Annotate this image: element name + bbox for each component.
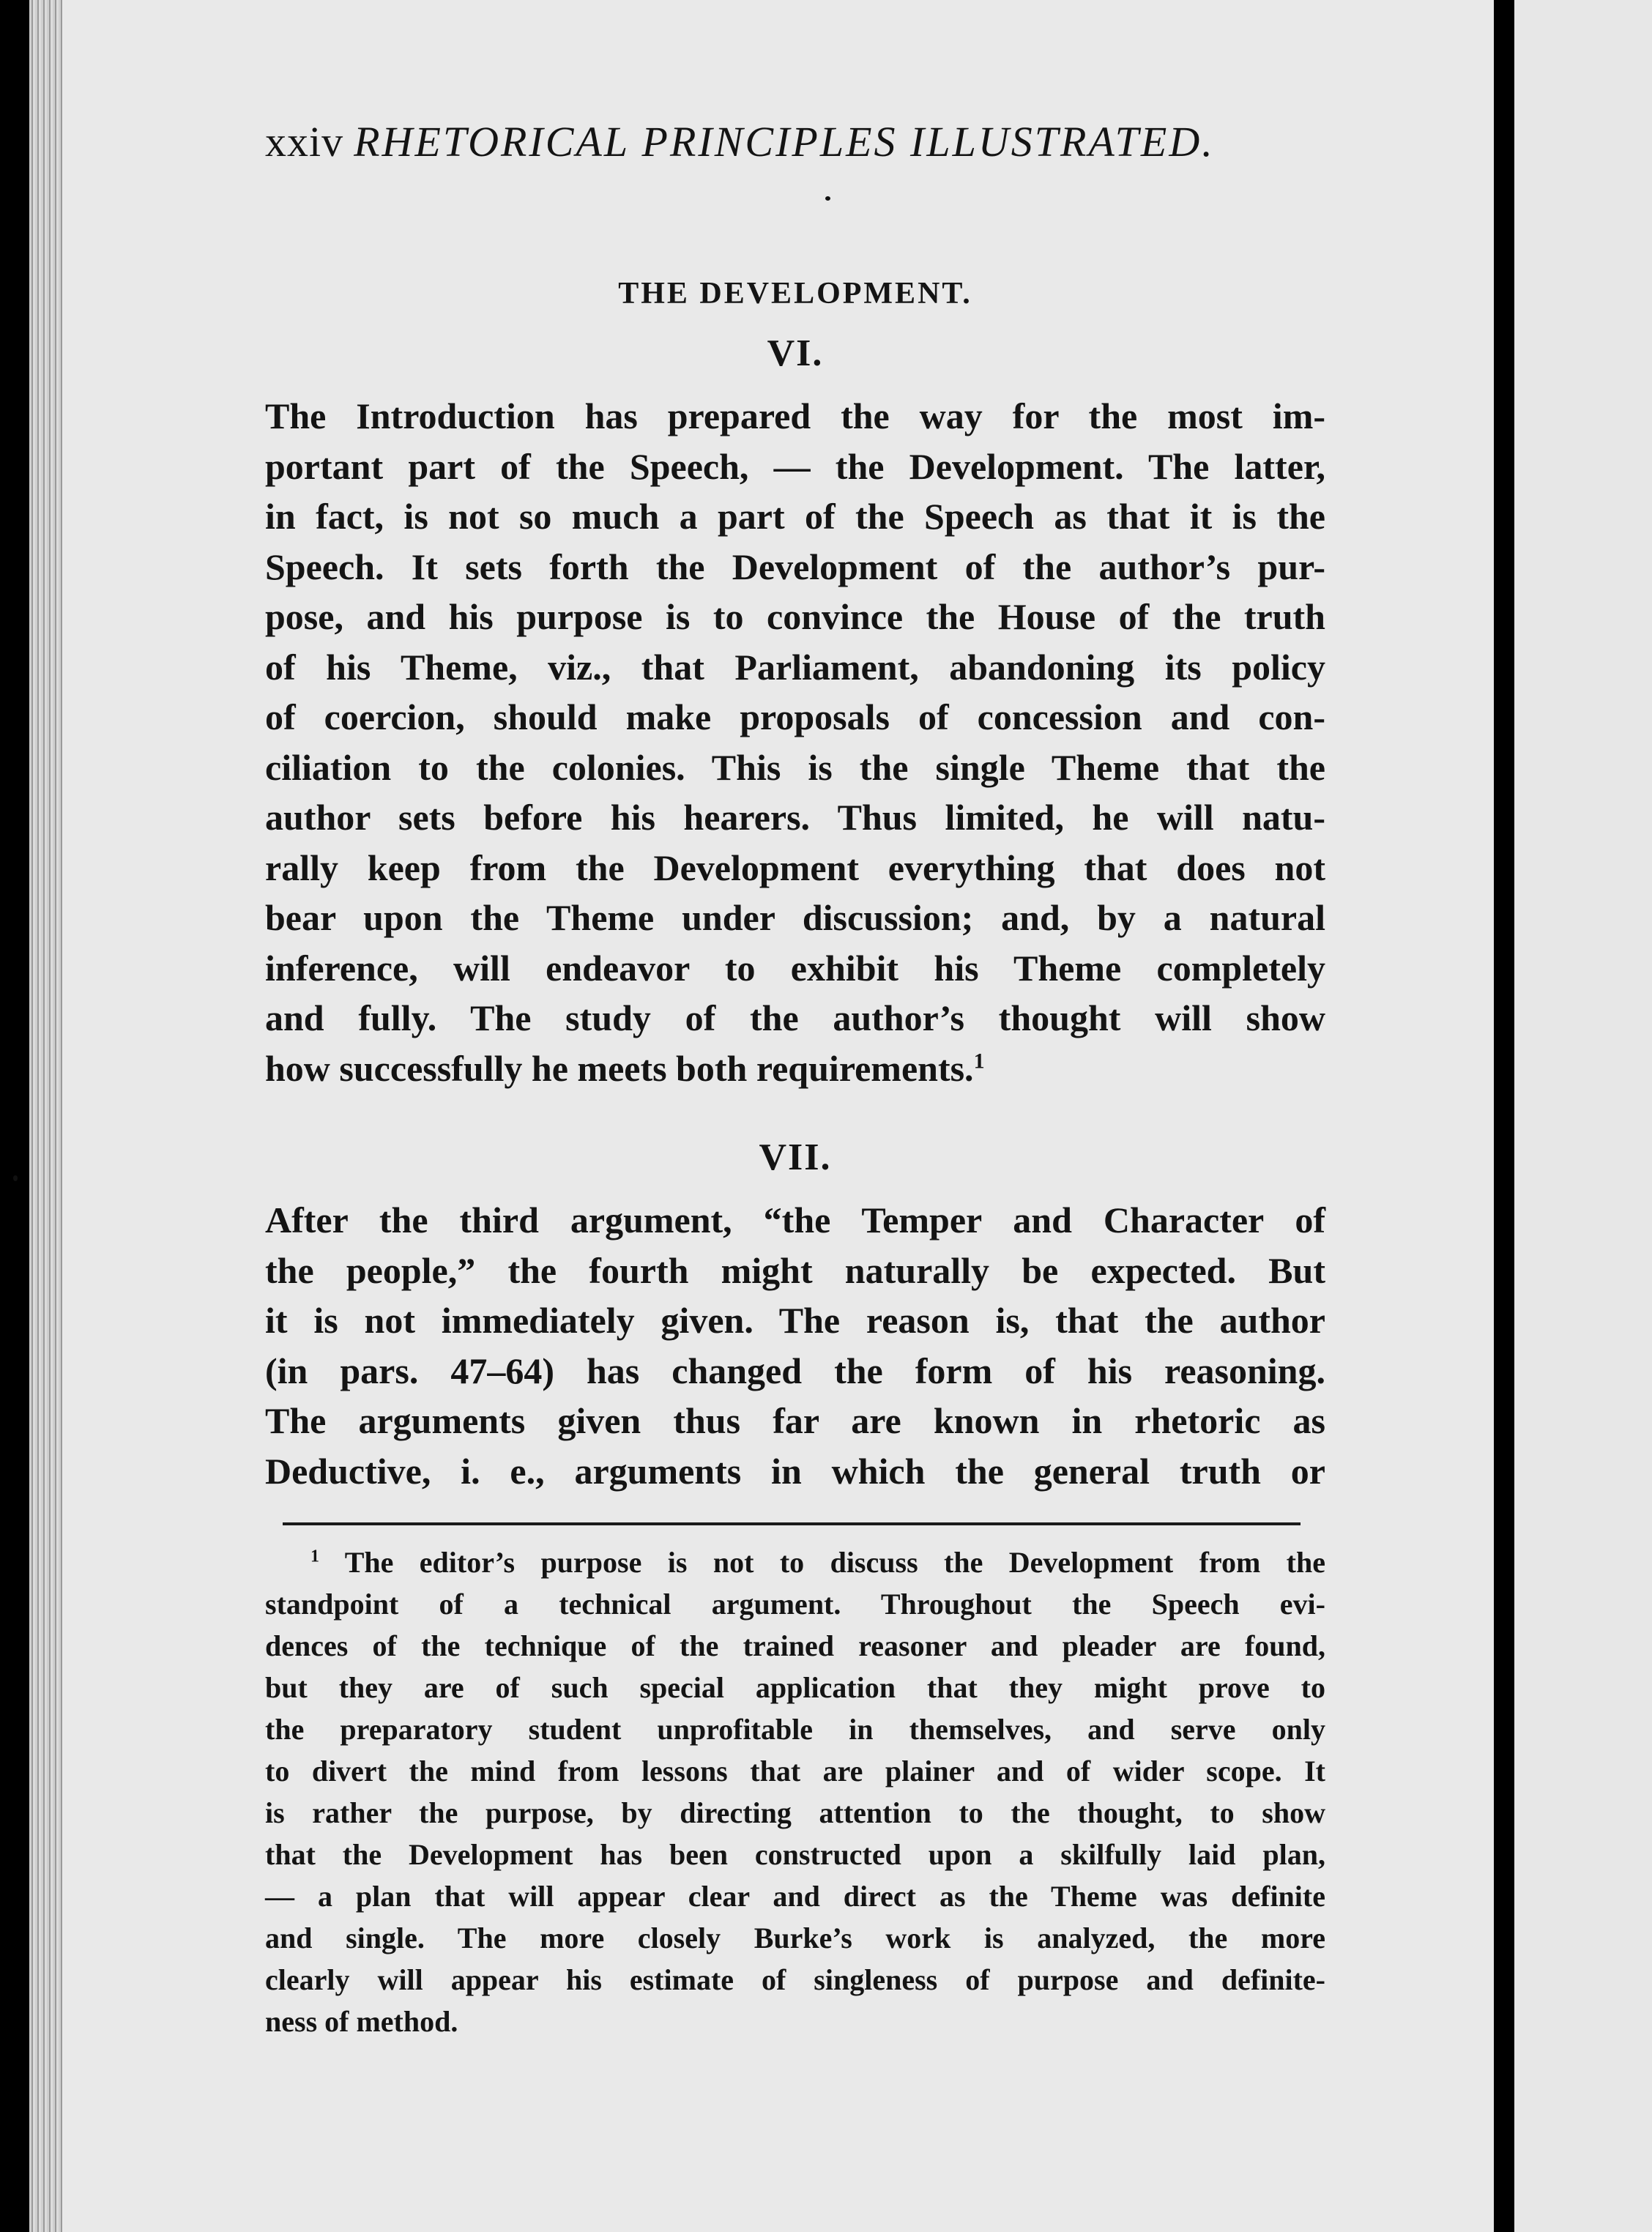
- footnote-line: is rather the purpose, by directing attention to the thought, to show: [265, 1796, 1325, 1829]
- footnote-line-text: The editor’s purpose is not to discuss the Development from the: [344, 1546, 1326, 1579]
- footnote-line: standpoint of a technical argument. Throughout the Speech evi-: [265, 1588, 1325, 1621]
- paragraph-line: After the third argument, “the Temper and Character of: [265, 1199, 1325, 1240]
- facing-page-edge: [1507, 0, 1652, 2232]
- footnote: [265, 1541, 1325, 2042]
- footnote-line: that the Development has been constructed upon a skilfully laid plan,: [265, 1838, 1325, 1871]
- running-head: [265, 117, 1325, 166]
- speck-mark: [13, 1175, 18, 1181]
- footnote-line: clearly will appear his estimate of singleness of purpose and definite-: [265, 1963, 1325, 1996]
- footnote-line: [265, 1541, 1325, 1583]
- paragraph-vi: [265, 391, 1325, 1093]
- paragraph-line: it is not immediately given. The reason is, that the author: [265, 1300, 1325, 1341]
- footnote-line: the preparatory student unprofitable in themselves, and serve only: [265, 1713, 1325, 1746]
- paragraph-line: portant part of the Speech, — the Development. The latter,: [265, 445, 1325, 487]
- paragraph-line: and fully. The study of the author’s thought will show: [265, 997, 1325, 1038]
- paragraph-line: inference, will endeavor to exhibit his Theme completely: [265, 947, 1325, 989]
- paragraph-line: Deductive, i. e., arguments in which the general truth or: [265, 1450, 1325, 1492]
- page-content: [265, 117, 1325, 2042]
- paragraph-line: Speech. It sets forth the Development of the author’s pur-: [265, 546, 1325, 587]
- paragraph-line: The Introduction has prepared the way for the most im-: [265, 395, 1325, 436]
- paragraph-line: bear upon the Theme under discussion; and, by a natural: [265, 897, 1325, 938]
- paragraph-line: [265, 1044, 1325, 1094]
- paragraph-line: the people,” the fourth might naturally be expected. But: [265, 1249, 1325, 1291]
- running-head-title: RHETORICAL PRINCIPLES ILLUSTRATED.: [354, 118, 1215, 165]
- section-title: THE DEVELOPMENT.: [618, 277, 972, 310]
- page-number: xxiv: [265, 118, 344, 165]
- footnote-line: ness of method.: [265, 2005, 458, 2038]
- paragraph-vii: [265, 1195, 1325, 1496]
- footnote-line: and single. The more closely Burke’s work is analyzed, the more: [265, 1922, 1325, 1954]
- paragraph-line: The arguments given thus far are known in rhetoric as: [265, 1400, 1325, 1441]
- paragraph-line: of his Theme, viz., that Parliament, abandoning its policy: [265, 646, 1325, 688]
- footnote-line: to divert the mind from lessons that are plainer and of wider scope. It: [265, 1755, 1325, 1788]
- paragraph-line: of coercion, should make proposals of concession and con-: [265, 696, 1325, 737]
- page-edge-shading: [29, 0, 62, 2232]
- footnote-marker: 1: [310, 1547, 319, 1566]
- section-numeral-vii: VII.: [759, 1137, 832, 1178]
- paragraph-line: pose, and his purpose is to convince the House of the truth: [265, 596, 1325, 637]
- footnote-line: dences of the technique of the trained reasoner and pleader are found,: [265, 1629, 1325, 1662]
- footnote-divider: [283, 1522, 1301, 1525]
- paragraph-line: (in pars. 47–64) has changed the form of his reasoning.: [265, 1350, 1325, 1391]
- section-numeral-vi: VI.: [767, 332, 824, 374]
- paragraph-line-text: how successfully he meets both requirements.: [265, 1047, 974, 1089]
- paragraph-line: rally keep from the Development everything that does not: [265, 847, 1325, 888]
- paragraph-line: author sets before his hearers. Thus limited, he will natu-: [265, 797, 1325, 838]
- footnote-line: but they are of such special application that they might prove to: [265, 1671, 1325, 1704]
- paragraph-line: ciliation to the colonies. This is the single Theme that the: [265, 746, 1325, 788]
- footnote-line: — a plan that will appear clear and direct as the Theme was definite: [265, 1880, 1325, 1913]
- footnote-reference: 1: [973, 1048, 985, 1073]
- paragraph-line: in fact, is not so much a part of the Speech as that it is the: [265, 496, 1325, 537]
